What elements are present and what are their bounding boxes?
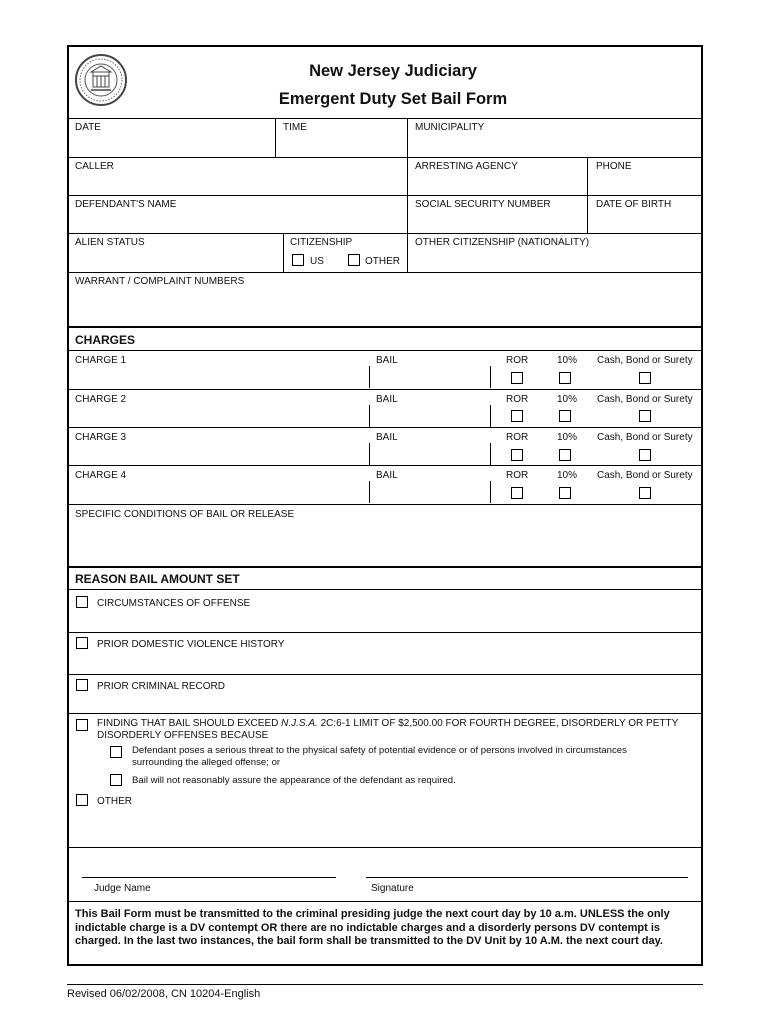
arresting-agency-label: ARRESTING AGENCY [415,161,518,172]
charge-2-cash-label: Cash, Bond or Surety [597,394,693,405]
charges-heading: CHARGES [75,333,136,347]
divider [67,326,703,328]
other-citizenship-label: OTHER CITIZENSHIP (NATIONALITY) [415,237,590,248]
charge-4-ror-label: ROR [506,470,529,481]
judge-name-line[interactable] [82,877,336,878]
charge-1-pct-label: 10% [557,355,578,366]
org-title: New Jersey Judiciary [309,62,477,80]
offense-checkbox[interactable] [76,596,88,608]
charge-1-cash-label: Cash, Bond or Surety [597,355,693,366]
charge-1-ror-checkbox[interactable] [511,372,523,384]
charge-1-pct-checkbox[interactable] [559,372,571,384]
charge-3-cash-checkbox[interactable] [639,449,651,461]
criminal-record-checkbox[interactable] [76,679,88,691]
divider [67,233,703,234]
charge-3-ror-label: ROR [506,432,529,443]
finding-post: 2C:6-1 LIMIT OF $2,500.00 FOR FOURTH DEGREE, DISORDERLY OR PETTY [317,718,679,729]
divider [369,405,370,427]
divider [407,157,408,195]
charge-3-bail-label: BAIL [376,432,398,443]
divider [407,233,408,272]
footer-rule [67,984,703,985]
citizenship-us-checkbox[interactable] [292,254,304,266]
nj-judiciary-seal-icon [74,52,128,108]
criminal-record-label: PRIOR CRIMINAL RECORD [97,681,225,692]
threat-line2: surrounding the alleged offense; or [132,757,281,768]
finding-statute: N.J.S.A. [281,718,318,729]
charge-1-bail-label: BAIL [376,355,398,366]
divider [67,901,703,902]
other-reason-label: OTHER [97,796,132,807]
divider [67,389,703,390]
finding-line2: DISORDERLY OFFENSES BECAUSE [97,730,269,741]
municipality-label: MUNICIPALITY [415,122,485,133]
divider [67,195,703,196]
charge-4-pct-label: 10% [557,470,578,481]
charge-2-ror-label: ROR [506,394,529,405]
alien-status-label: ALIEN STATUS [75,237,145,248]
form-title: Emergent Duty Set Bail Form [278,90,508,108]
divider [67,674,703,675]
divider [67,272,703,273]
phone-label: PHONE [596,161,632,172]
divider [67,350,703,351]
dob-label: DATE OF BIRTH [596,199,672,210]
dv-history-checkbox[interactable] [76,637,88,649]
citizenship-other-label: OTHER [365,256,400,267]
appearance-checkbox[interactable] [110,774,122,786]
divider [369,443,370,465]
divider [587,157,588,195]
time-label: TIME [283,122,307,133]
charge-4-cash-label: Cash, Bond or Surety [597,470,693,481]
divider [67,157,703,158]
citizenship-label: CITIZENSHIP [290,237,353,248]
appearance-label: Bail will not reasonably assure the appearance of the defendant as required. [132,775,456,786]
divider [490,443,491,465]
charge-2-pct-label: 10% [557,394,578,405]
threat-checkbox[interactable] [110,746,122,758]
notice-line-2: indictable charge is a DV contempt OR there are no indictable charges and a disorderly persons DV contempt is [75,921,660,934]
divider [67,847,703,848]
defendant-name-label: DEFENDANT'S NAME [75,199,177,210]
judge-name-label: Judge Name [94,883,151,894]
ssn-label: SOCIAL SECURITY NUMBER [415,199,551,210]
charge-3-pct-label: 10% [557,432,578,443]
divider [275,118,276,157]
signature-label: Signature [371,883,414,894]
divider [67,465,703,466]
divider [369,366,370,388]
charge-4-pct-checkbox[interactable] [559,487,571,499]
divider [67,713,703,714]
finding-checkbox[interactable] [76,719,88,731]
divider [407,118,408,157]
charge-1-label: CHARGE 1 [75,355,127,366]
divider [283,233,284,272]
charge-4-ror-checkbox[interactable] [511,487,523,499]
offense-label: CIRCUMSTANCES OF OFFENSE [97,598,251,609]
notice-line-1: This Bail Form must be transmitted to the criminal presiding judge the next court day by 10 a.m. UNLESS the only [75,908,670,920]
caller-label: CALLER [75,161,114,172]
charge-2-cash-checkbox[interactable] [639,410,651,422]
charge-4-label: CHARGE 4 [75,470,127,481]
charge-3-label: CHARGE 3 [75,432,127,443]
signature-line[interactable] [366,877,688,878]
charge-2-label: CHARGE 2 [75,394,127,405]
charge-4-bail-label: BAIL [376,470,398,481]
charge-2-pct-checkbox[interactable] [559,410,571,422]
divider [67,589,703,590]
charge-3-cash-label: Cash, Bond or Surety [597,432,693,443]
divider [67,427,703,428]
charge-4-cash-checkbox[interactable] [639,487,651,499]
form-frame [67,45,703,966]
divider [490,481,491,503]
date-label: DATE [75,122,101,133]
charge-2-bail-label: BAIL [376,394,398,405]
divider [369,481,370,503]
threat-line1: Defendant poses a serious threat to the physical safety of potential evidence or of persons involved in circumstances [132,745,627,756]
divider [67,504,703,505]
dv-history-label: PRIOR DOMESTIC VIOLENCE HISTORY [97,639,285,650]
notice-line-3: charged. In the last two instances, the bail form shall be transmitted to the DV Unit by 10 A.M. the next court day. [75,935,663,947]
divider [587,195,588,233]
transmittal-notice [75,908,699,949]
finding-pre: FINDING THAT BAIL SHOULD EXCEED [97,718,282,729]
citizenship-other-checkbox[interactable] [348,254,360,266]
conditions-label: SPECIFIC CONDITIONS OF BAIL OR RELEASE [75,509,295,520]
charge-3-pct-checkbox[interactable] [559,449,571,461]
divider [490,405,491,427]
divider [67,118,703,119]
divider [490,366,491,388]
other-reason-checkbox[interactable] [76,794,88,806]
revised-footer: Revised 06/02/2008, CN 10204-English [67,988,261,1000]
charge-2-ror-checkbox[interactable] [511,410,523,422]
finding-label [97,718,678,730]
reasons-heading: REASON BAIL AMOUNT SET [75,572,240,586]
citizenship-us-label: US [310,256,324,267]
divider [407,195,408,233]
divider [67,632,703,633]
divider [67,566,703,568]
warrant-label: WARRANT / COMPLAINT NUMBERS [75,276,245,287]
charge-1-ror-label: ROR [506,355,529,366]
charge-3-ror-checkbox[interactable] [511,449,523,461]
charge-1-cash-checkbox[interactable] [639,372,651,384]
